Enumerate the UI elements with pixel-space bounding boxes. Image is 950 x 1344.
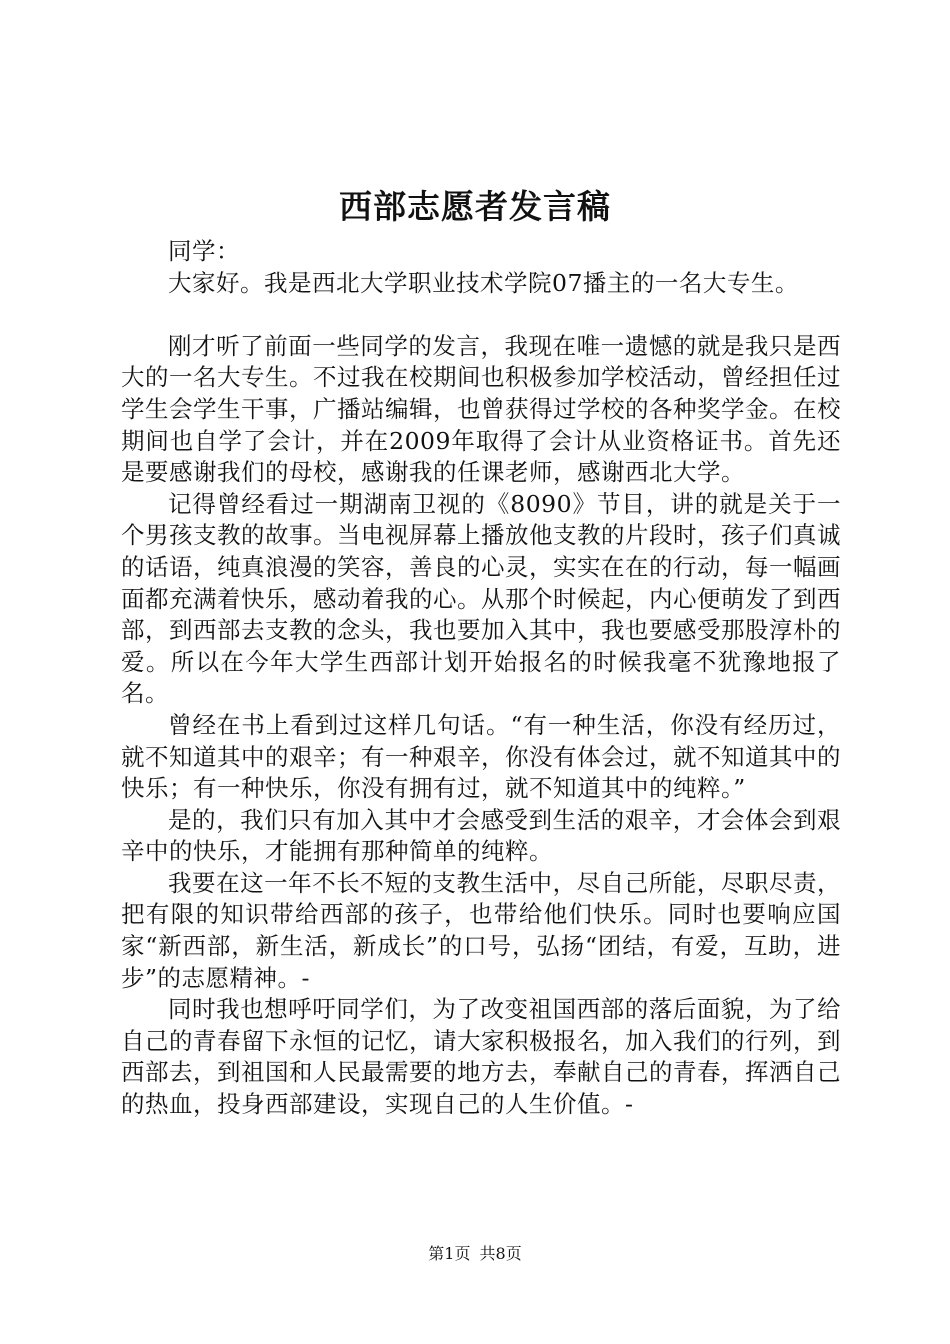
document-body [121,236,841,1121]
body-paragraph: 同时我也想呼吁同学们，为了改变祖国西部的落后面貌，为了给自己的青春留下永恒的记忆，请大家积极报名，加入我们的行列，到西部去，到祖国和人民最需要的地方去，奉献自己的青春，挥洒自己的热血，投身西部建设，实现自己的人生价值。- [121,995,841,1119]
page-footer: 第1页 共8页 [428,1244,522,1263]
greeting-paragraph: 大家好。我是西北大学职业技术学院07播主的一名大专生。 [168,268,799,297]
body-paragraph: 刚才听了前面一些同学的发言，我现在唯一遗憾的就是我只是西大的一名大专生。不过我在校期间也积极参加学校活动，曾经担任过学生会学生干事，广播站编辑，也曾获得过学校的各种奖学金。在校期间也自学了会计，并在2009年取得了会计从业资格证书。首先还是要感谢我们的母校，感谢我的任课老师，感谢西北大学。 [121,331,841,487]
body-paragraph: 是的，我们只有加入其中才会感受到生活的艰辛，才会体会到艰辛中的快乐，才能拥有那种简单的纯粹。 [121,805,841,866]
body-paragraph: 曾经在书上看到过这样几句话。“有一种生活，你没有经历过，就不知道其中的艰辛；有一种艰辛，你没有体会过，就不知道其中的快乐；有一种快乐，你没有拥有过，就不知道其中的纯粹。” [121,710,841,803]
salutation: 同学： [168,237,240,265]
document-title: 西部志愿者发言稿 [339,187,611,226]
body-paragraph: 记得曾经看过一期湖南卫视的《8090》节目，讲的就是关于一个男孩支教的故事。当电视屏幕上播放他支教的片段时，孩子们真诚的话语，纯真浪漫的笑容，善良的心灵，实实在在的行动，每一幅画面都充满着快乐，感动着我的心。从那个时候起，内心便萌发了到西部，到西部去支教的念头，我也要加入其中，我也要感受那股淳朴的爱。所以在今年大学生西部计划开始报名的时候我毫不犹豫地报了名。 [121,489,841,708]
body-paragraph: 我要在这一年不长不短的支教生活中，尽自己所能，尽职尽责，把有限的知识带给西部的孩子，也带给他们快乐。同时也要响应国家“新西部，新生活，新成长”的口号，弘扬“团结，有爱，互助，进步”的志愿精神。- [121,868,841,992]
